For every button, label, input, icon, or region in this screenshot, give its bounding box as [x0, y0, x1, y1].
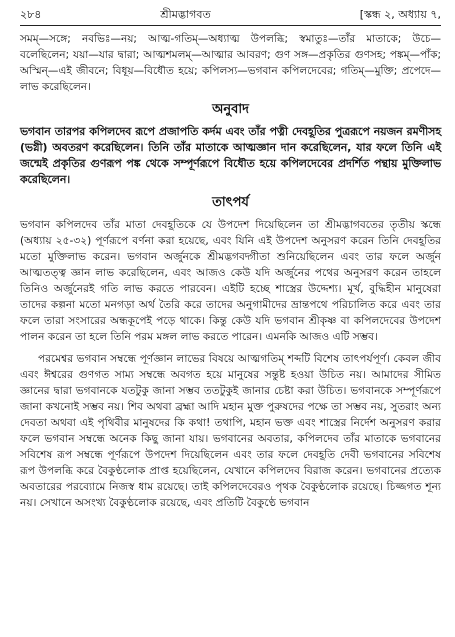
translation-text: ভগবান তারপর কপিলদেব রূপে প্রজাপতি কর্দম এবং তাঁর পত্নী দেবহূতির পুত্ররূপে নয়জন রমণীসহ (ভগ্নী) অবতরণ করেছিলেন। তিনি তাঁর মাতাকে আত্মজ্ঞান দান করেছিলেন, যার ফলে তিনি এই জন্মেই প্রকৃতির গুণরূপ পঙ্ক থেকে সম্পূর্ণরূপে বিধৌত হয়ে কপিলদেবের প্রদর্শিত পন্থায় মুক্তিলাভ করেছিলেন। — [20, 125, 441, 186]
page-number: ২৮৪ — [20, 8, 42, 21]
section-reference: [স্কন্ধ ২, অধ্যায় ৭, — [359, 8, 441, 21]
page-header — [20, 6, 441, 22]
purport-paragraph-2: পরমেশ্বর ভগবান সম্বন্ধে পূর্ণজ্ঞান লাভের বিষয়ে আত্মগতিম্ শব্দটি বিশেষ তাৎপর্যপূর্ণ। কেবল জীব এবং ঈশ্বরের গুণগত সাম্য সম্বন্ধে অবগত হয়ে মানুষের সন্তুষ্ট হওয়া উচিত নয়। আমাদের সীমিত জ্ঞানের দ্বারা ভগবানকে যতটুকু জানা সম্ভব ততটুকুই জানার চেষ্টা করা উচিত। ভগবানকে সম্পূর্ণরূপে জানা কখনোই সম্ভব নয়। শিব অথবা ব্রহ্মা আদি মহান মুক্ত পুরুষদের পক্ষে তা সম্ভব নয়, সুতরাং অন্য দেবতা অথবা এই পৃথিবীর মানুষদের কি কথা! তথাপি, মহান ভক্ত এবং শাস্ত্রের নির্দেশ অনুসরণ করার ফলে ভগবান সম্বন্ধে অনেক কিছু জানা যায়। ভগবানের অবতার, কপিলদেব তাঁর মাতাকে ভগবানের সবিশেষ রূপ সম্বন্ধে পূর্ণরূপে উপদেশ দিয়েছিলেন এবং তার ফলে দেবহূতি দেবী ভগবানের সবিশেষ রূপ উপলব্ধি করে বৈকুণ্ঠলোক প্রাপ্ত হয়েছিলেন, যেখানে কপিলদেব বিরাজ করেন। ভগবানের প্রত্যেক অবতারের পরব্যোমে নিজস্ব ধাম রয়েছে। তাই কপিলদেবেরও পৃথক বৈকুণ্ঠলোক রয়েছে। চিজ্জগত শূন্য নয়। সেখানে অসংখ্য বৈকুণ্ঠলোক রয়েছে, এবং প্রতিটি বৈকুণ্ঠে ভগবান — [20, 353, 442, 509]
header-rule — [20, 25, 441, 26]
purport-heading: তাৎপর্য — [212, 195, 249, 210]
word-meanings: সমম্—সঙ্গে; নবভিঃ—নয়; আত্ম-গতিম্—অধ্যাত্ম উপলব্ধি; স্বমাতুঃ—তাঁর মাতাকে; উচে—বলেছিলেন; যয়া—যার দ্বারা; আত্মশমলম্—আত্মার আবরণ; গুণ সঙ্গ—প্রকৃতির গুণসহ; পঙ্কম্—পাঁক; অস্মিন্—এই জীবনে; বিধূয়—বিধৌত হয়ে; কপিলস্য—ভগবান কপিলদেবের; গতিম্—মুক্তি; প্রপেদে—লাভ করেছিলেন। — [20, 33, 441, 93]
translation-heading: অনুবাদ — [212, 102, 249, 117]
purport-paragraph-1: ভগবান কপিলদেব তাঁর মাতা দেবহূতিকে যে উপদেশ দিয়েছিলেন তা শ্রীমদ্ভাগবতের তৃতীয় স্কন্ধে (অধ্যায় ২৫-৩২) পূর্ণরূপে বর্ণনা করা হয়েছে, এবং যিনি এই উপদেশ অনুসরণ করেন তিনি দেবহূতির মতো মুক্তিলাভ করেন। ভগবান অর্জুনকে শ্রীমদ্ভগবদ্গীতা শুনিয়েছিলেন এবং তার ফলে অর্জুন আত্মতত্ত্ব জ্ঞান লাভ করেছিলেন, এবং আজও কেউ যদি অর্জুনের পথের অনুসরণ করেন তাহলে তিনিও অর্জুনেরই গতি লাভ করতে পারবেন। এইটি হচ্ছে শাস্ত্রের উদ্দেশ্য। মূর্খ, বুদ্ধিহীন মানুষেরা তাদের কল্পনা মতো মনগড়া অর্থ তৈরি করে তাদের অনুগামীদের ভ্রান্তপথে পরিচালিত করে এবং তার ফলে তারা সংসারের অন্ধকূপেই পড়ে থাকে। কিন্তু কেউ যদি ভগবান শ্রীকৃষ্ণ বা কপিলদেবের উপদেশ পালন করেন তা হলে তিনি পরম মঙ্গল লাভ করতে পারেন। এমনকি আজও এটি সম্ভব। — [20, 219, 441, 343]
running-title: শ্রীমদ্ভাগবত — [160, 8, 211, 21]
